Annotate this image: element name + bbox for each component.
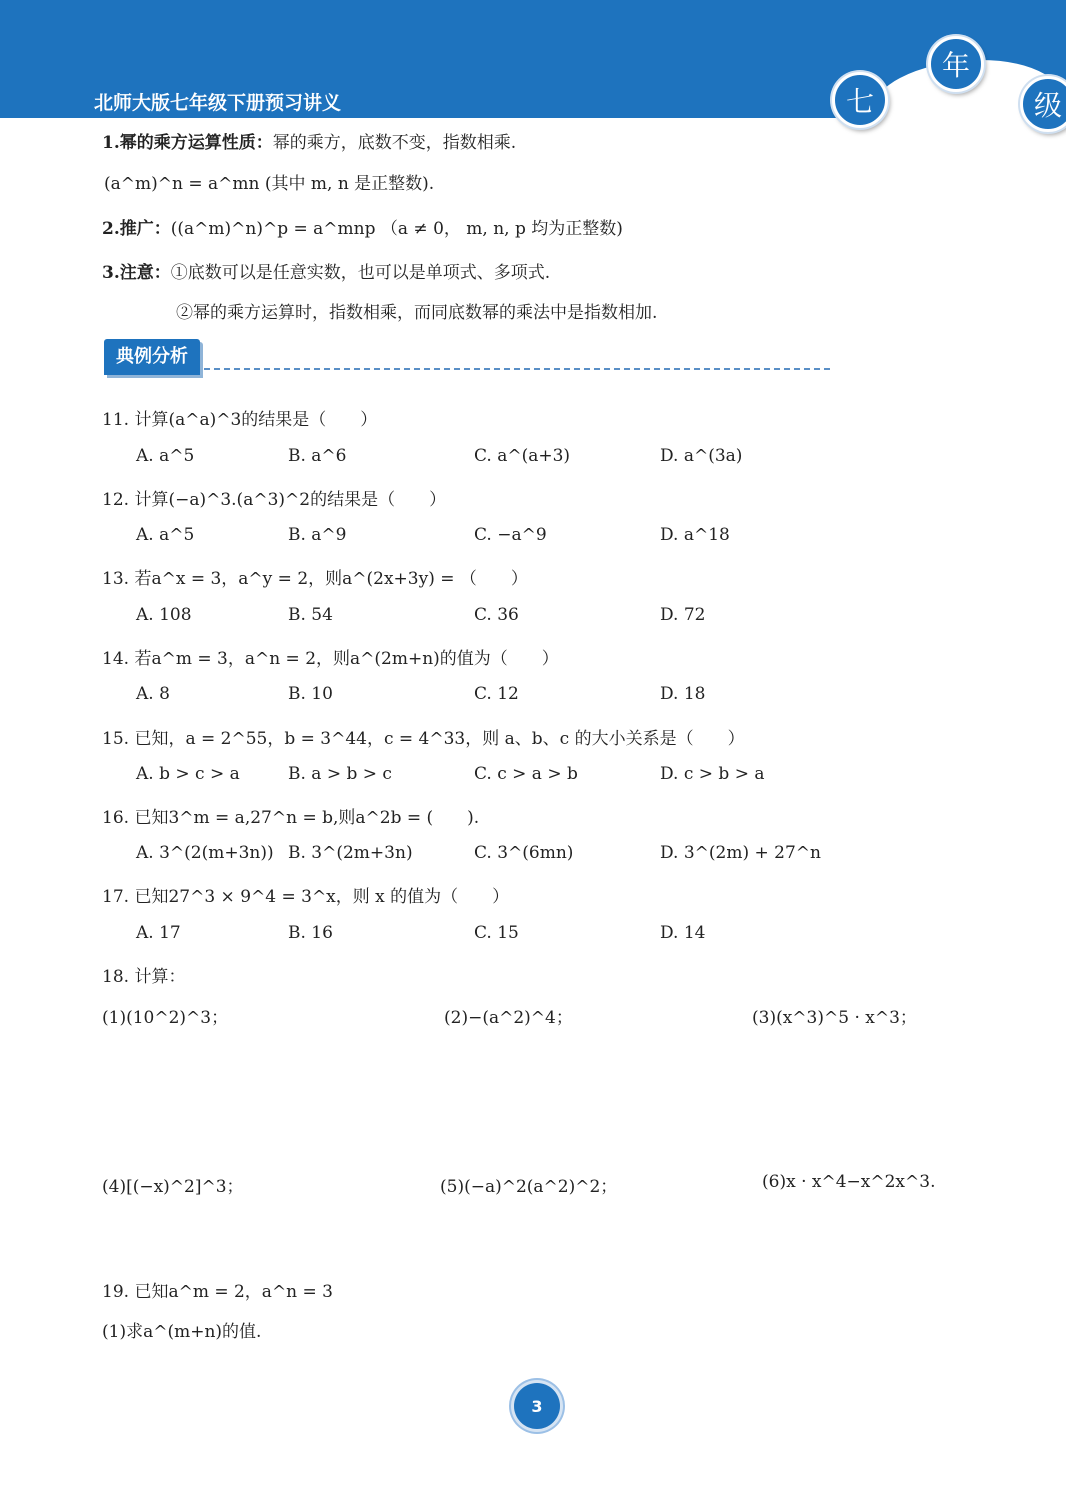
question-stem: 若a^m = 3，a^n = 2，则a^(2m+n)的值为（ ） (134, 649, 559, 669)
option-a[interactable]: A. b > c > a (136, 764, 240, 784)
question-stem: 计算(−a)^3.(a^3)^2的结果是（ ） (134, 490, 447, 510)
question-18-stem: 18. 计算： (102, 967, 186, 987)
property-3 (102, 261, 550, 285)
grade-char-ji: 级 (1020, 76, 1066, 132)
q18-part-6: (6)x · x^4−x^2x^3. (762, 1172, 936, 1192)
question-11 (102, 405, 377, 430)
q18-part-4: (4)[(−x)^2]^3； (102, 1177, 244, 1197)
question-number: 16. (102, 808, 130, 828)
property-2 (102, 217, 623, 241)
option-d[interactable]: D. 72 (660, 605, 706, 625)
option-a[interactable]: A. 108 (136, 605, 192, 625)
section-tag: 典例分析 (104, 339, 200, 375)
property-1-text: 幂的乘方，底数不变，指数相乘. (272, 133, 517, 153)
option-d[interactable]: D. a^(3a) (660, 446, 743, 466)
question-number: 11. (102, 410, 130, 430)
option-a[interactable]: A. 3^(2(m+3n)) (136, 843, 274, 863)
question-number: 14. (102, 649, 130, 669)
property-3-note-1: ①底数可以是任意实数，也可以是单项式、多项式. (170, 263, 551, 283)
option-b[interactable]: B. 16 (288, 923, 333, 943)
grade-char-qi: 七 (832, 72, 888, 128)
option-c[interactable]: C. 36 (474, 605, 519, 625)
option-b[interactable]: B. a^9 (288, 525, 347, 545)
option-c[interactable]: C. 12 (474, 684, 519, 704)
option-c[interactable]: C. 3^(6mn) (474, 843, 574, 863)
question-19-stem: 19. 已知a^m = 2，a^n = 3 (102, 1282, 334, 1302)
option-d[interactable]: D. 18 (660, 684, 706, 704)
page-number: 3 (514, 1383, 560, 1429)
question-17 (102, 882, 509, 907)
question-13 (102, 564, 528, 589)
property-1-formula (104, 172, 434, 196)
option-d[interactable]: D. c > b > a (660, 764, 765, 784)
option-c[interactable]: C. 15 (474, 923, 519, 943)
question-number: 12. (102, 490, 130, 510)
question-14 (102, 644, 559, 669)
property-3-note-2: ②幂的乘方运算时，指数相乘，而同底数幂的乘法中是指数相加. (176, 303, 658, 323)
q18-part-3: (3)(x^3)^5 · x^3； (752, 1008, 917, 1028)
option-c[interactable]: C. −a^9 (474, 525, 547, 545)
formula-text: (a^m)^n = a^mn (其中 m, n 是正整数). (104, 174, 435, 194)
option-c[interactable]: C. c > a > b (474, 764, 578, 784)
option-a[interactable]: A. a^5 (136, 446, 195, 466)
question-number: 17. (102, 887, 130, 907)
option-b[interactable]: B. a^6 (288, 446, 347, 466)
question-16 (102, 803, 479, 828)
question-stem: 已知3^m = a,27^n = b,则a^2b = ( ). (134, 808, 480, 828)
question-stem: 计算(a^a)^3的结果是（ ） (134, 410, 378, 430)
option-b[interactable]: B. 54 (288, 605, 333, 625)
property-3-label: 3.注意： (102, 263, 171, 283)
header-title: 北师大版七年级下册预习讲义 (94, 92, 342, 114)
property-2-formula: ((a^m)^n)^p = a^mnp （a ≠ 0， m, n, p 均为正整数) (170, 219, 623, 239)
question-number: 13. (102, 569, 130, 589)
option-a[interactable]: A. 8 (136, 684, 170, 704)
option-b[interactable]: B. a > b > c (288, 764, 392, 784)
option-c[interactable]: C. a^(a+3) (474, 446, 571, 466)
property-2-label: 2.推广： (102, 219, 171, 239)
question-15 (102, 724, 745, 749)
grade-char-nian: 年 (928, 36, 984, 92)
option-b[interactable]: B. 3^(2m+3n) (288, 843, 413, 863)
property-1-label: 1.幂的乘方运算性质： (102, 133, 273, 153)
question-stem: 若a^x = 3，a^y = 2，则a^(2x+3y) = （ ） (134, 569, 528, 589)
q19-part-1: (1)求a^(m+n)的值. (102, 1322, 262, 1342)
option-b[interactable]: B. 10 (288, 684, 333, 704)
option-a[interactable]: A. a^5 (136, 525, 195, 545)
option-d[interactable]: D. a^18 (660, 525, 730, 545)
option-a[interactable]: A. 17 (136, 923, 181, 943)
question-number: 15. (102, 729, 130, 749)
question-stem: 已知27^3 × 9^4 = 3^x，则 x 的值为（ ） (134, 887, 510, 907)
question-stem: 已知，a = 2^55，b = 3^44，c = 4^33，则 a、b、c 的大小关系是（ ） (134, 729, 745, 749)
q18-part-2: (2)−(a^2)^4； (444, 1008, 573, 1028)
option-d[interactable]: D. 14 (660, 923, 706, 943)
section-divider (204, 368, 830, 370)
q18-part-5: (5)(−a)^2(a^2)^2； (440, 1177, 618, 1197)
option-d[interactable]: D. 3^(2m) + 27^n (660, 843, 821, 863)
q18-part-1: (1)(10^2)^3； (102, 1008, 229, 1028)
question-12 (102, 485, 446, 510)
property-1 (102, 131, 516, 155)
